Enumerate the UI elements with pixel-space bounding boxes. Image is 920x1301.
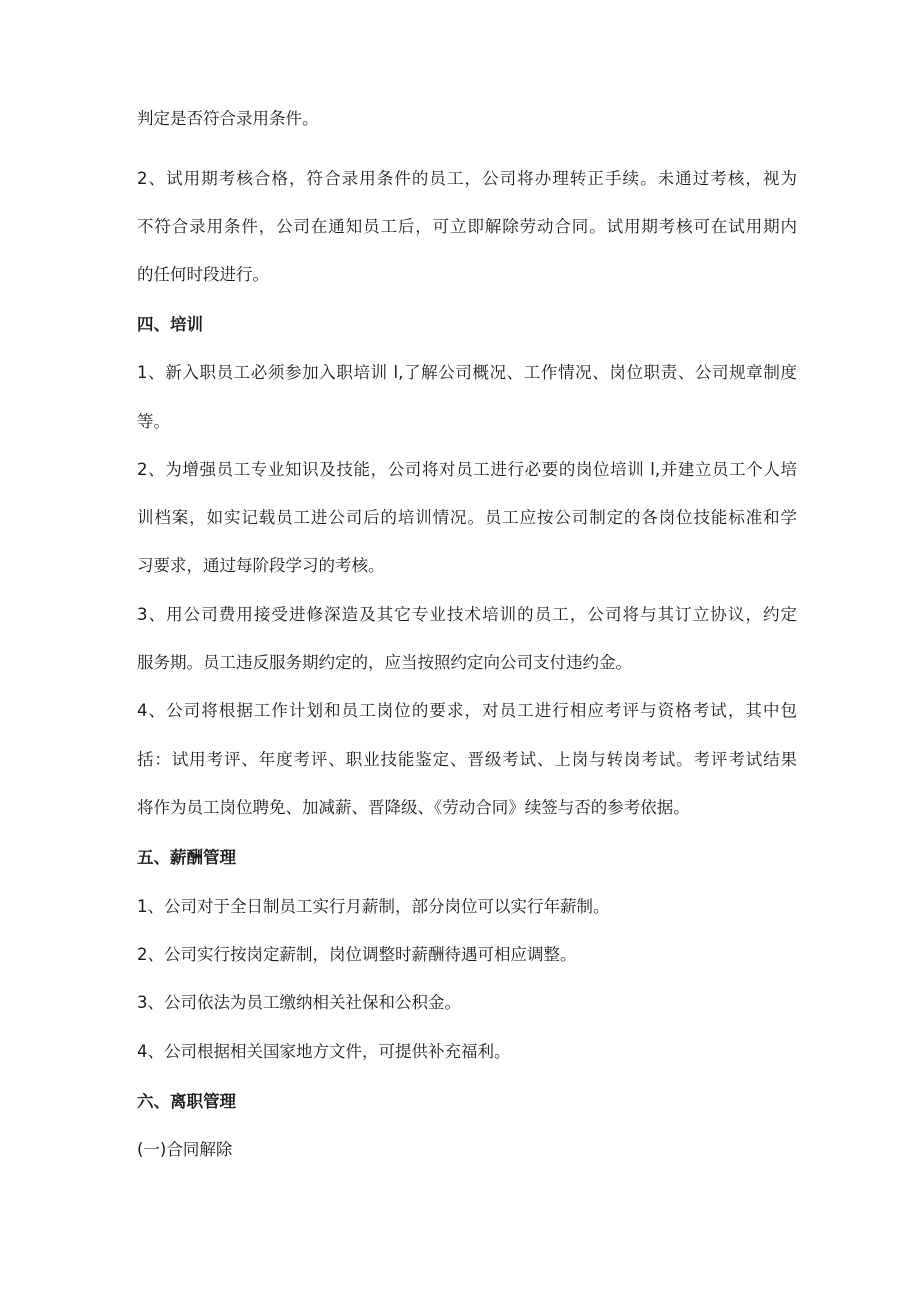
- paragraph-line: 等。: [137, 412, 170, 431]
- paragraph-line: 3、公司依法为员工缴纳相关社保和公积金。: [137, 993, 461, 1012]
- paragraph-line: 3、用公司费用接受进修深造及其它专业技术培训的员工，公司将与其订立协议，约定: [137, 605, 797, 624]
- section-heading: 四、培训: [137, 315, 203, 334]
- paragraph-line: 习要求，通过每阶段学习的考核。: [137, 556, 385, 575]
- paragraph-line: 4、公司将根据工作计划和员工岗位的要求，对员工进行相应考评与资格考试，其中包: [137, 701, 797, 720]
- paragraph-line: 2、公司实行按岗定薪制，岗位调整时薪酬待遇可相应调整。: [137, 945, 577, 964]
- paragraph-line: 括：试用考评、年度考评、职业技能鉴定、晋级考试、上岗与转岗考试。考评考试结果: [137, 750, 797, 769]
- paragraph-line: 判定是否符合录用条件。: [137, 109, 319, 128]
- paragraph-line: 2、试用期考核合格，符合录用条件的员工，公司将办理转正手续。未通过考核，视为: [137, 169, 797, 188]
- paragraph-line: 1、公司对于全日制员工实行月薪制，部分岗位可以实行年薪制。: [137, 897, 610, 916]
- paragraph-line: 的任何时段进行。: [137, 265, 269, 284]
- paragraph-line: 2、为增强员工专业知识及技能，公司将对员工进行必要的岗位培训 l,并建立员工个人培: [137, 460, 797, 479]
- paragraph-line: 将作为员工岗位聘免、加减薪、晋降级、《劳动合同》续签与否的参考依据。: [137, 798, 690, 817]
- paragraph-line: 4、公司根据相关国家地方文件，可提供补充福利。: [137, 1042, 511, 1061]
- paragraph-line: 不符合录用条件，公司在通知员工后，可立即解除劳动合同。试用期考核可在试用期内: [137, 217, 797, 236]
- paragraph-line: 训档案，如实记载员工进公司后的培训情况。员工应按公司制定的各岗位技能标准和学: [137, 508, 797, 527]
- section-heading: 五、薪酬管理: [137, 848, 236, 867]
- paragraph-line: 服务期。员工违反服务期约定的，应当按照约定向公司支付违约金。: [137, 653, 632, 672]
- subsection-heading: (一)合同解除: [137, 1140, 233, 1159]
- paragraph-line: 1、新入职员工必须参加入职培训 l,了解公司概况、工作情况、岗位职责、公司规章制度: [137, 363, 797, 382]
- section-heading: 六、离职管理: [137, 1092, 236, 1111]
